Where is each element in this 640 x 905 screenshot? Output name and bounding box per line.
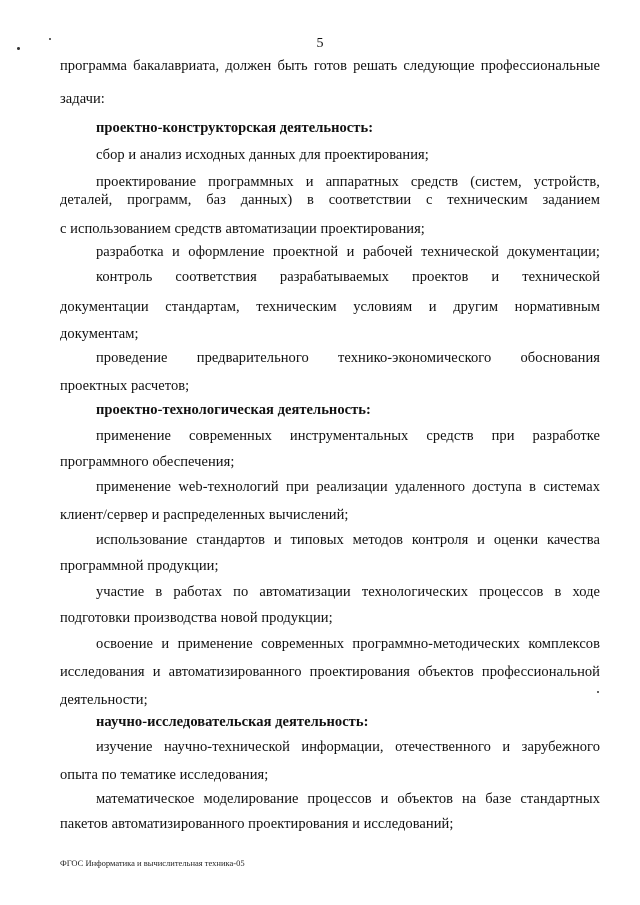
list-item: деталей, программ, баз данных) в соответствии с техническим заданием (60, 192, 600, 208)
list-item: с использованием средств автоматизации проектирования; (60, 221, 425, 237)
list-item: применение современных инструментальных средств при разработке (96, 428, 600, 444)
list-item: применение web-технологий при реализации удаленного доступа в системах (96, 479, 600, 495)
list-item: исследования и автоматизированного проектирования объектов профессиональной (60, 664, 600, 680)
page-number: 5 (316, 36, 324, 51)
list-item: математическое моделирование процессов и объектов на базе стандартных (96, 791, 600, 807)
list-item: программной продукции; (60, 558, 219, 574)
paragraph-line: программа бакалавриата, должен быть готов решать следующие профессиональные (60, 58, 600, 74)
list-item: сбор и анализ исходных данных для проектирования; (96, 147, 429, 163)
paragraph-line: задачи: (60, 91, 105, 107)
list-item: контроль соответствия разрабатываемых проектов и технической (96, 269, 600, 285)
section-heading-research: научно-исследовательская деятельность: (96, 714, 369, 730)
list-item: деятельности; (60, 692, 148, 708)
list-item: участие в работах по автоматизации технологических процессов в ходе (96, 584, 600, 600)
list-item: проведение предварительного технико-экономического обоснования (96, 350, 600, 366)
list-item: освоение и применение современных программно-методических комплексов (96, 636, 600, 652)
list-item: опыта по тематике исследования; (60, 767, 269, 783)
list-item: проектных расчетов; (60, 378, 190, 394)
list-item: документам; (60, 326, 139, 342)
document-footer: ФГОС Информатика и вычислительная техника-05 (60, 858, 245, 868)
list-item: документации стандартам, техническим условиям и другим нормативным (60, 299, 600, 315)
list-item: программного обеспечения; (60, 454, 235, 470)
list-item: пакетов автоматизированного проектирования и исследований; (60, 816, 454, 832)
list-item: клиент/сервер и распределенных вычислений; (60, 507, 349, 523)
list-item: использование стандартов и типовых методов контроля и оценки качества (96, 532, 600, 548)
list-item: изучение научно-технической информации, отечественного и зарубежного (96, 739, 600, 755)
section-heading-technology: проектно-технологическая деятельность: (96, 402, 371, 418)
list-item: подготовки производства новой продукции; (60, 610, 333, 626)
section-heading-design: проектно-конструкторская деятельность: (96, 120, 374, 136)
list-item: разработка и оформление проектной и рабочей технической документации; (96, 244, 600, 260)
list-item: проектирование программных и аппаратных средств (систем, устройств, (96, 174, 600, 190)
